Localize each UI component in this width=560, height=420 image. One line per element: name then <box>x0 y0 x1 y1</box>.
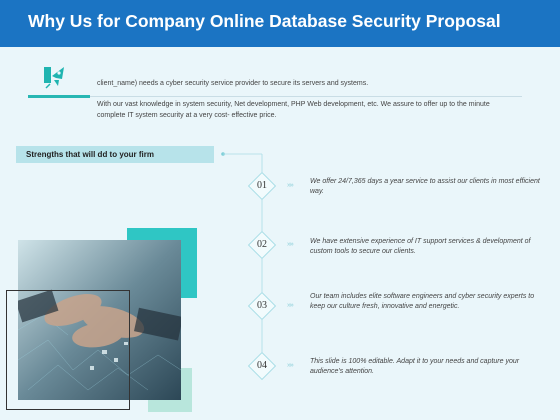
step-text-3: Our team includes elite software engineers and cyber security experts to keep our culture fresh, innovative and energetic. <box>310 293 535 310</box>
step-number-2: 02 <box>257 239 267 250</box>
step-text-4: This slide is 100% editable. Adapt it to your needs and capture your audience's attention. <box>310 358 520 375</box>
intro-paragraph: With our vast knowledge in system security, Net development, PHP Web development, etc. We assure to offer up to the minute complete IT system security at a very cost- effective price. <box>97 101 490 119</box>
step-number-4: 04 <box>257 360 267 371</box>
step-text-2: We have extensive experience of IT support services & development of custom tools to secure our clients. <box>310 238 531 255</box>
step-number-3: 03 <box>257 300 267 311</box>
page-title: Why Us for Company Online Database Security Proposal <box>28 11 501 31</box>
double-chevron-right-icon: »» <box>287 302 293 309</box>
decorative-outline-frame <box>6 290 130 410</box>
strengths-label: Strengths that will dd to your firm <box>16 146 214 163</box>
intro-line: client_name) needs a cyber security service provider to secure its servers and systems. <box>97 80 369 87</box>
double-chevron-right-icon: »» <box>287 182 293 189</box>
double-chevron-right-icon: »» <box>287 241 293 248</box>
double-chevron-right-icon: »» <box>287 362 293 369</box>
step-text-1: We offer 24/7,365 days a year service to assist our clients in most efficient way. <box>310 178 540 195</box>
step-number-1: 01 <box>257 180 267 191</box>
